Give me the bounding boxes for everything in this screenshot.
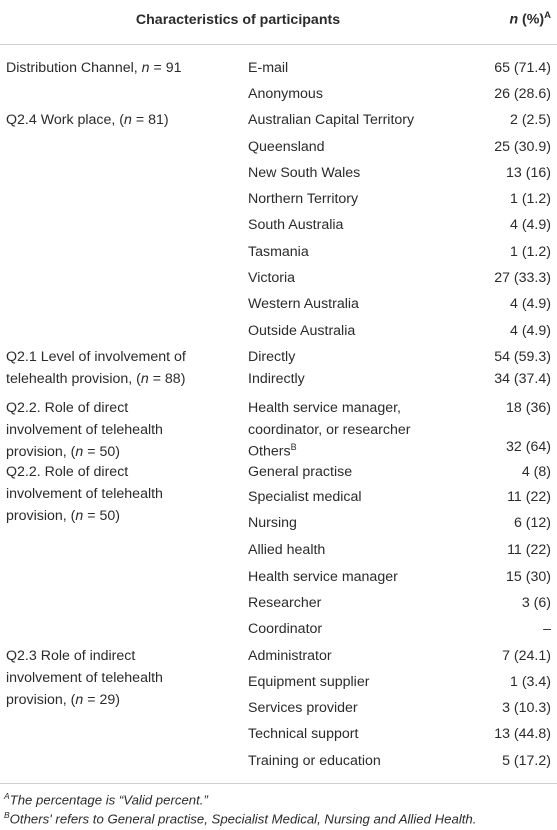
group-label-workplace: Q2.4 Work place, (n = 81) xyxy=(6,112,169,128)
group-label-indirect-role: Q2.3 Role of indirect involvement of telehealth provision, (n = 29) xyxy=(6,648,163,708)
item-value: 2 (2.5) xyxy=(509,112,551,128)
item-label: Victoria xyxy=(248,270,296,286)
item-label: Australian Capital Territory xyxy=(248,112,415,128)
item-label: Equipment supplier xyxy=(248,674,370,690)
item-value: 26 (28.6) xyxy=(494,86,551,102)
item-label: E-mail xyxy=(248,60,289,76)
item-label xyxy=(248,436,297,463)
footnote-mark: B xyxy=(290,442,297,452)
item-value: 25 (30.9) xyxy=(494,139,551,155)
pct-label: (%) xyxy=(518,11,545,28)
item-label: Technical support xyxy=(248,726,359,742)
item-label: Health service manager xyxy=(248,569,398,585)
item-value: 54 (59.3) xyxy=(494,349,551,365)
item-value: 65 (71.4) xyxy=(494,60,551,76)
item-value: – xyxy=(543,621,551,637)
item-label: Western Australia xyxy=(248,296,359,312)
item-label: Training or education xyxy=(248,753,381,769)
table-bottom-rule xyxy=(0,783,557,784)
footnote-a xyxy=(4,791,208,807)
group-label-direct-role: Q2.2. Role of direct involvement of telehealth provision, (n = 50) xyxy=(6,400,163,460)
item-value: 4 (4.9) xyxy=(509,296,551,312)
group-label-distribution: Distribution Channel, n = 91 xyxy=(6,60,182,76)
item-label: Administrator xyxy=(248,648,332,664)
item-value: 4 (8) xyxy=(521,464,551,480)
header-footnote-mark: A xyxy=(544,10,551,21)
item-value: 11 (22) xyxy=(507,489,551,505)
item-label: Queensland xyxy=(248,139,325,155)
item-value: 11 (22) xyxy=(507,542,551,558)
item-label-text: Others xyxy=(248,443,291,460)
item-label: New South Wales xyxy=(248,165,361,181)
item-value: 34 (37.4) xyxy=(494,371,551,387)
item-label: Coordinator xyxy=(248,621,323,637)
item-label: Northern Territory xyxy=(248,191,359,207)
column-header-n-percent xyxy=(509,10,551,28)
item-value: 4 (4.9) xyxy=(509,217,551,233)
item-value: 7 (24.1) xyxy=(502,648,551,664)
item-label: Nursing xyxy=(248,515,297,531)
item-value: 1 (3.4) xyxy=(509,674,551,690)
item-value: 6 (12) xyxy=(513,515,551,531)
footnote-b-text: Others' refers to General practise, Specialist Medical, Nursing and Allied Health. xyxy=(9,811,477,827)
item-value: 27 (33.3) xyxy=(494,270,551,286)
item-label: Specialist medical xyxy=(248,489,362,505)
item-label: General practise xyxy=(248,464,353,480)
item-label: South Australia xyxy=(248,217,344,233)
item-value: 18 (36) xyxy=(506,400,551,416)
item-label: Health service manager, coordinator, or researcher xyxy=(248,400,411,438)
item-value: 32 (64) xyxy=(506,439,551,455)
group-label-direct-role-2: Q2.2. Role of direct involvement of telehealth provision, (n = 50) xyxy=(6,464,163,524)
item-label: Indirectly xyxy=(248,371,305,387)
item-value: 3 (10.3) xyxy=(502,700,551,716)
footnote-b xyxy=(4,810,476,826)
item-value: 13 (44.8) xyxy=(494,726,551,742)
item-label: Tasmania xyxy=(248,244,309,260)
n-symbol: n xyxy=(509,11,519,28)
footnote-a-text: The percentage is “Valid percent.” xyxy=(9,792,208,808)
item-value: 5 (17.2) xyxy=(502,753,551,769)
item-label: Anonymous xyxy=(248,86,323,102)
item-label: Researcher xyxy=(248,595,322,611)
group-label-involvement-level: Q2.1 Level of involvement of telehealth provision, (n = 88) xyxy=(6,349,186,387)
item-label: Services provider xyxy=(248,700,358,716)
item-label: Directly xyxy=(248,349,296,365)
item-value: 1 (1.2) xyxy=(509,244,551,260)
footnote-b-mark: B xyxy=(4,810,10,820)
item-value: 3 (6) xyxy=(521,595,551,611)
item-label: Outside Australia xyxy=(248,323,356,339)
item-value: 1 (1.2) xyxy=(509,191,551,207)
item-value: 13 (16) xyxy=(506,165,551,181)
footnote-a-mark: A xyxy=(4,791,10,801)
item-value: 15 (30) xyxy=(506,569,551,585)
item-label: Allied health xyxy=(248,542,326,558)
column-header-characteristics: Characteristics of participants xyxy=(135,12,341,28)
item-value: 4 (4.9) xyxy=(509,323,551,339)
table-header xyxy=(0,0,557,45)
